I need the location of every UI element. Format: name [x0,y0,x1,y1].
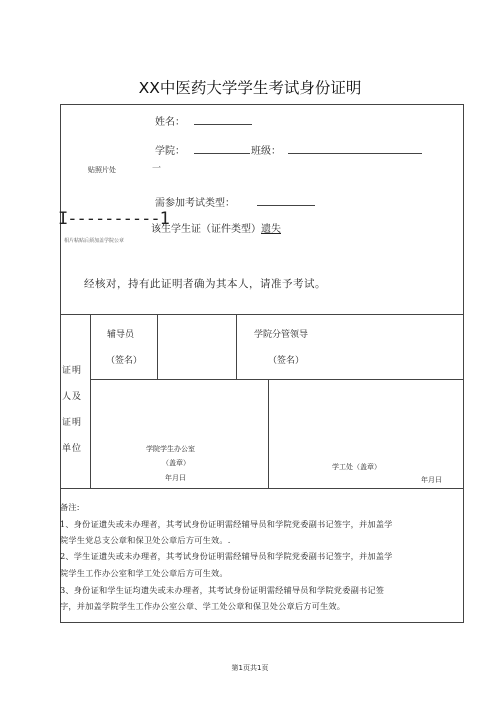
page-footer: 第1页共1页 [231,664,269,672]
divider-line [236,314,237,379]
office-date: 年月曰 [165,474,186,482]
side-label-line: 证明 [62,418,83,428]
exam-type-label: 需参加考试类型： [155,198,235,209]
note-line: 1、身份证遗失或未办理者，其考试身份证明需经辅导员和学院党委副书记签字，并加盖学 [60,519,393,529]
affairs-date: 年月曰 [421,476,442,484]
side-label-line: 单位 [62,444,83,454]
counselor-label: 辅导员 [107,330,135,340]
leader-label: 学院分管领导 [254,330,309,340]
page-title: XX中医药大学学生考试身份证明 [138,79,362,97]
student-id-status: 遗失 [261,224,281,235]
leader-signature[interactable]: （签名） [268,356,305,366]
counselor-signature[interactable]: （签名） [106,356,143,366]
dash-mark: 一 [152,164,162,174]
student-id-line [151,220,281,235]
name-row [155,113,185,128]
verification-text: 经核对，持有此证明者确为其本人，请准予考试。 [84,278,326,290]
office-label: 学院学生办公室 [146,445,195,453]
note-line: 院学生党总支公章和保卫处公章后方可生效。. [60,535,231,545]
divider-line [90,314,91,488]
divider-line [157,314,158,379]
divider-line [60,314,464,315]
photo-stamp-note: 相片粘贴后须加盖学院公章 [64,238,125,244]
note-line: 2、学生证遗失或未办理者，其考试身份证明需经辅导员和学院党委副书记签字，并加盖学 [60,551,393,561]
affairs-stamp[interactable]: 学工处（盖章） [332,463,381,471]
note-line: 院学生工作办公室和学工处公章后方可生效。 [60,568,228,578]
divider-line [268,379,269,488]
student-id-prefix: 该生学生证（证件类型） [151,224,261,235]
divider-line [90,379,464,380]
note-line: 字，并加盖学院学生工作办公室公章、学工处公章和保卫处公章后方可生效。 [60,601,346,611]
name-label: 姓名： [155,117,185,128]
name-field[interactable] [194,114,252,125]
exam-type-field[interactable] [257,195,315,206]
note-line: 3、身份证和学生证均遗失或未办理者，其考试身份证明需经辅导员和学院党委副书记签 [60,585,385,595]
side-label-line: 证明 [62,366,83,376]
cut-line-mark: I----------1 [58,209,169,229]
class-field[interactable] [288,143,422,154]
divider-line [60,488,464,489]
college-field[interactable] [194,143,250,154]
notes-heading: 备注: [60,502,80,512]
photo-placeholder: 贴照片处 [88,166,116,174]
side-label [62,358,82,462]
college-label: 学院： [155,146,185,157]
side-label-line: 人及 [62,392,83,402]
office-stamp[interactable]: （盖章） [162,459,190,467]
class-label: 班级： [251,146,281,157]
